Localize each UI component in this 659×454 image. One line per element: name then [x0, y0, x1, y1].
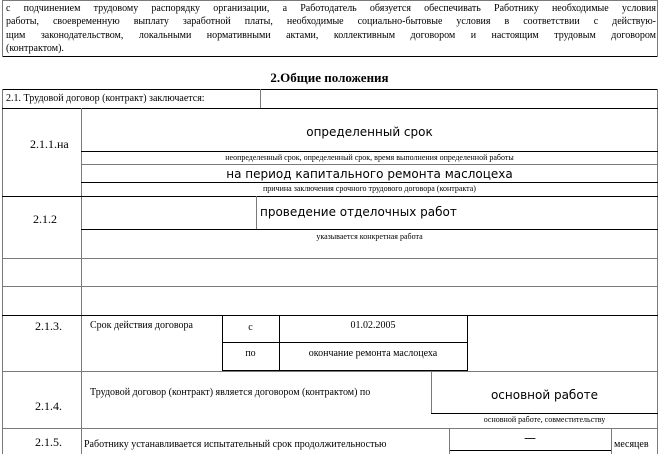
- contract-duration-label: Срок действия договора: [90, 320, 193, 331]
- employment-type-label: Трудовой договор (контракт) является договором (контрактом) по: [90, 387, 371, 398]
- intro-paragraph: [6, 2, 656, 56]
- work-description-field[interactable]: проведение отделочных работ: [260, 205, 457, 219]
- row-2-1-4-number: 2.1.4.: [35, 399, 62, 413]
- date-from-label: с: [248, 322, 253, 333]
- intro-line: работы, своевременную выплату заработной платы, необходимые социально-бытовые условия в соответствии с действую-: [6, 16, 656, 28]
- row-2-1-5-number: 2.1.5.: [35, 435, 62, 449]
- row-2-1-label: 2.1. Трудовой договор (контракт) заключается:: [6, 93, 205, 104]
- row-2-1-1-number: 2.1.1.на: [30, 137, 69, 151]
- section-title: 2.Общие положения: [270, 70, 389, 85]
- date-to-label: по: [245, 348, 256, 359]
- row-2-1-2-number: 2.1.2: [33, 212, 57, 226]
- contract-reason-hint: причина заключения срочного трудового договора (контракта): [263, 184, 476, 193]
- intro-line: щим законодательством, локальными нормативными актами, коллективным договором и настоящим трудовым договором: [6, 29, 656, 41]
- date-to-field[interactable]: окончание ремонта маслоцеха: [308, 348, 438, 359]
- work-description-hint: указывается конкретная работа: [316, 232, 423, 241]
- probation-unit: месяцев: [614, 439, 649, 450]
- contract-term-field[interactable]: определенный срок: [306, 125, 433, 139]
- intro-line: (контрактом).: [6, 43, 64, 55]
- probation-label: Работнику устанавливается испытательный срок продолжительностью: [84, 439, 387, 450]
- probation-period-field[interactable]: —: [524, 431, 536, 445]
- employment-type-hint: основной работе, совместительству: [483, 415, 606, 424]
- employment-type-field[interactable]: основной работе: [490, 388, 599, 402]
- contract-reason-field[interactable]: на период капитального ремонта маслоцеха: [226, 167, 513, 181]
- contract-term-hint: неопределенный срок, определенный срок, время выполнения определенной работы: [225, 153, 514, 162]
- intro-line: с подчинением трудовому распорядку организации, а Работодатель обязуется обеспечивать Работнику необходимые условия: [6, 3, 656, 14]
- row-2-1-3-number: 2.1.3.: [35, 319, 62, 333]
- date-from-field[interactable]: 01.02.2005: [350, 320, 396, 331]
